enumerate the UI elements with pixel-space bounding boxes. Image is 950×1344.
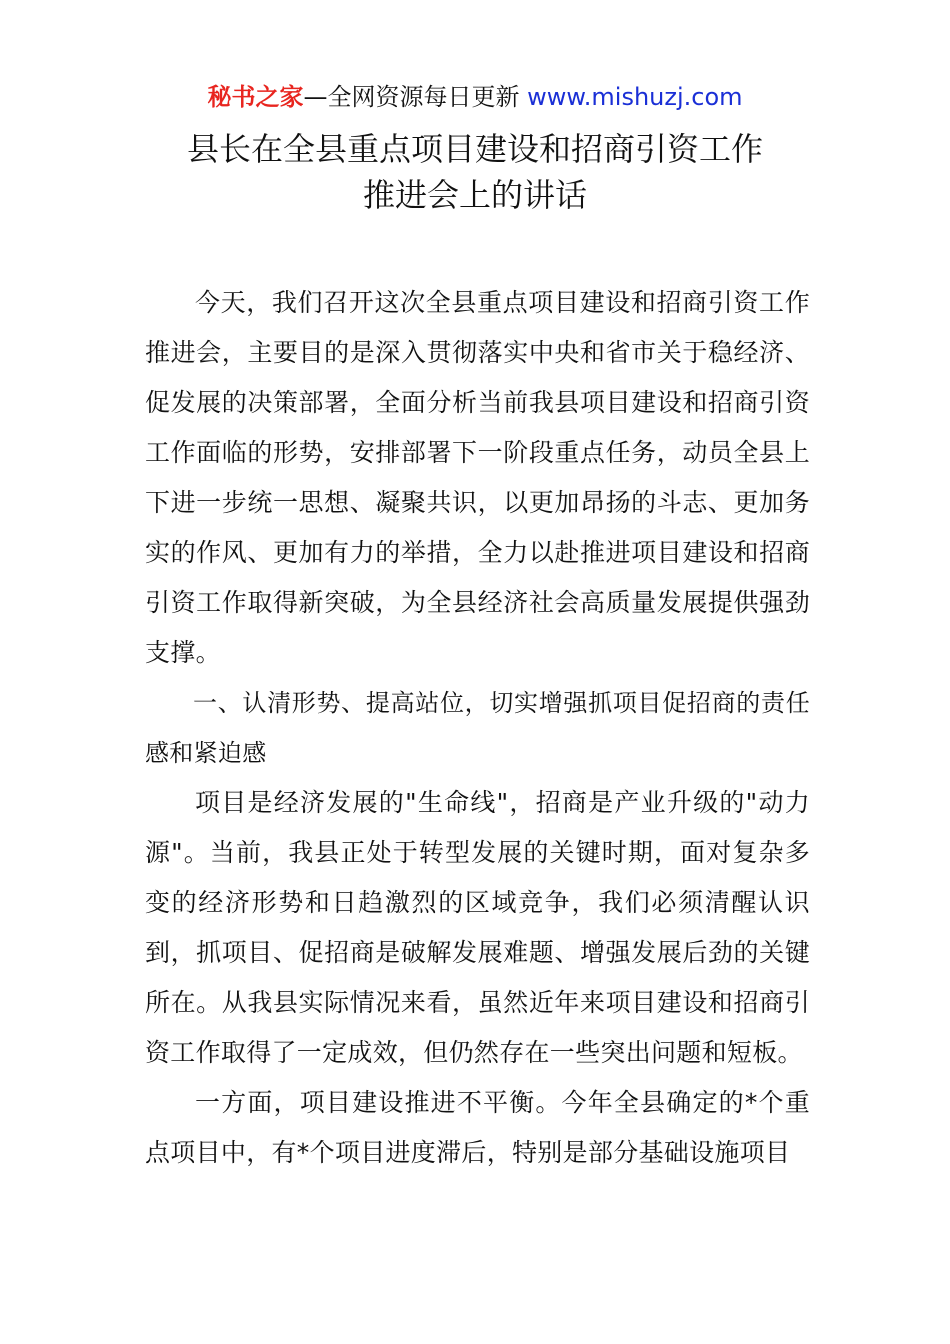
brand-name: 秘书之家 [207, 83, 304, 111]
document-body [145, 278, 810, 1178]
paragraph-projects-importance: 项目是经济发展的"生命线"，招商是产业升级的"动力源"。当前，我县正处于转型发展的关键时期，面对复杂多变的经济形势和日趋激烈的区域竞争，我们必须清醒认识到，抓项目、促招商是破解发展难题、增强发展后劲的关键所在。从我县实际情况来看，虽然近年来项目建设和招商引资工作取得了一定成效，但仍然存在一些突出问题和短板。 [145, 788, 810, 1067]
title-line-2: 推进会上的讲话 [362, 176, 587, 214]
document-title [0, 126, 950, 218]
site-url-link[interactable]: www.mishuzj.com [527, 83, 743, 111]
header-tagline: —全网资源每日更新 [303, 83, 520, 111]
paragraph-intro: 今天，我们召开这次全县重点项目建设和招商引资工作推进会，主要目的是深入贯彻落实中央和省市关于稳经济、促发展的决策部署，全面分析当前我县项目建设和招商引资工作面临的形势，安排部署下一阶段重点任务，动员全县上下进一步统一思想、凝聚共识，以更加昂扬的斗志、更加务实的作风、更加有力的举措，全力以赴推进项目建设和招商引资工作取得新突破，为全县经济社会高质量发展提供强劲支撑。 [145, 288, 810, 667]
section-heading-1: 一、认清形势、提高站位，切实增强抓项目促招商的责任感和紧迫感 [145, 689, 810, 767]
title-line-1: 县长在全县重点项目建设和招商引资工作 [186, 130, 763, 168]
paragraph-imbalance: 一方面，项目建设推进不平衡。今年全县确定的*个重点项目中，有*个项目进度滞后，特别是部分基础设施项目 [145, 1088, 810, 1167]
site-header [0, 80, 950, 114]
